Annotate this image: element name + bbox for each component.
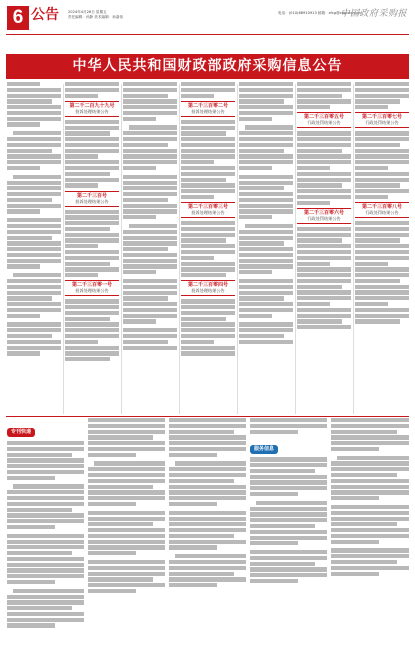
bottom-column-1 xyxy=(7,418,84,643)
column-tag: 专刊快递 xyxy=(7,428,35,437)
header-rule xyxy=(6,34,409,35)
text-column-6 xyxy=(297,82,351,412)
text-column-5 xyxy=(239,82,293,412)
editor-info: 责任编辑：孙静 美术编辑：孙嘉伟 xyxy=(68,15,124,19)
section-title: 公告 xyxy=(31,7,59,23)
masthead-logo: 中国政府采购报 xyxy=(340,9,407,19)
notice-heading: 第二千三百零五号 行政处罚结果公告 xyxy=(297,112,351,128)
text-column-4 xyxy=(181,82,235,412)
title-banner xyxy=(6,54,409,79)
page-header xyxy=(0,0,415,34)
publish-date: 2024年4月26日 星期五 xyxy=(68,10,107,14)
notice-heading: 第二千三百零一号 投诉处理结果公告 xyxy=(65,280,119,296)
column-tag: 服务信息 xyxy=(250,445,278,454)
notice-heading: 第二千三百零二号 投诉处理结果公告 xyxy=(181,101,235,117)
bottom-column-3 xyxy=(169,418,246,643)
column-divider xyxy=(353,84,354,414)
bottom-column-2 xyxy=(88,418,165,643)
column-divider xyxy=(121,84,122,414)
text-column-3 xyxy=(123,82,177,412)
column-divider xyxy=(63,84,64,414)
notice-heading: 第二千三百零八号 行政处罚结果公告 xyxy=(355,202,409,218)
column-divider xyxy=(295,84,296,414)
notice-heading: 第二千三百零四号 投诉处理结果公告 xyxy=(181,280,235,296)
text-column-2 xyxy=(65,82,119,412)
column-divider xyxy=(237,84,238,414)
page-title: 中华人民共和国财政部政府采购信息公告 xyxy=(72,58,343,74)
section-rule xyxy=(6,416,409,417)
section-number: 6 xyxy=(7,6,29,30)
notice-heading: 第二千三百号 投诉处理结果公告 xyxy=(65,191,119,207)
notice-heading: 第二千三百零六号 行政处罚结果公告 xyxy=(297,208,351,224)
contact-info: 电话：(010)68910913 邮箱：zfcg@cgpnews.cn xyxy=(278,11,361,15)
text-column-7 xyxy=(355,82,409,412)
bottom-column-4 xyxy=(250,418,327,643)
notice-heading: 第二千二百九十九号 投诉处理结果公告 xyxy=(65,101,119,117)
column-divider xyxy=(179,84,180,414)
notice-heading: 第二千三百零七号 行政处罚结果公告 xyxy=(355,112,409,128)
bottom-column-5 xyxy=(331,418,409,643)
text-column-1 xyxy=(7,82,61,412)
notice-heading: 第二千三百零三号 投诉处理结果公告 xyxy=(181,202,235,218)
